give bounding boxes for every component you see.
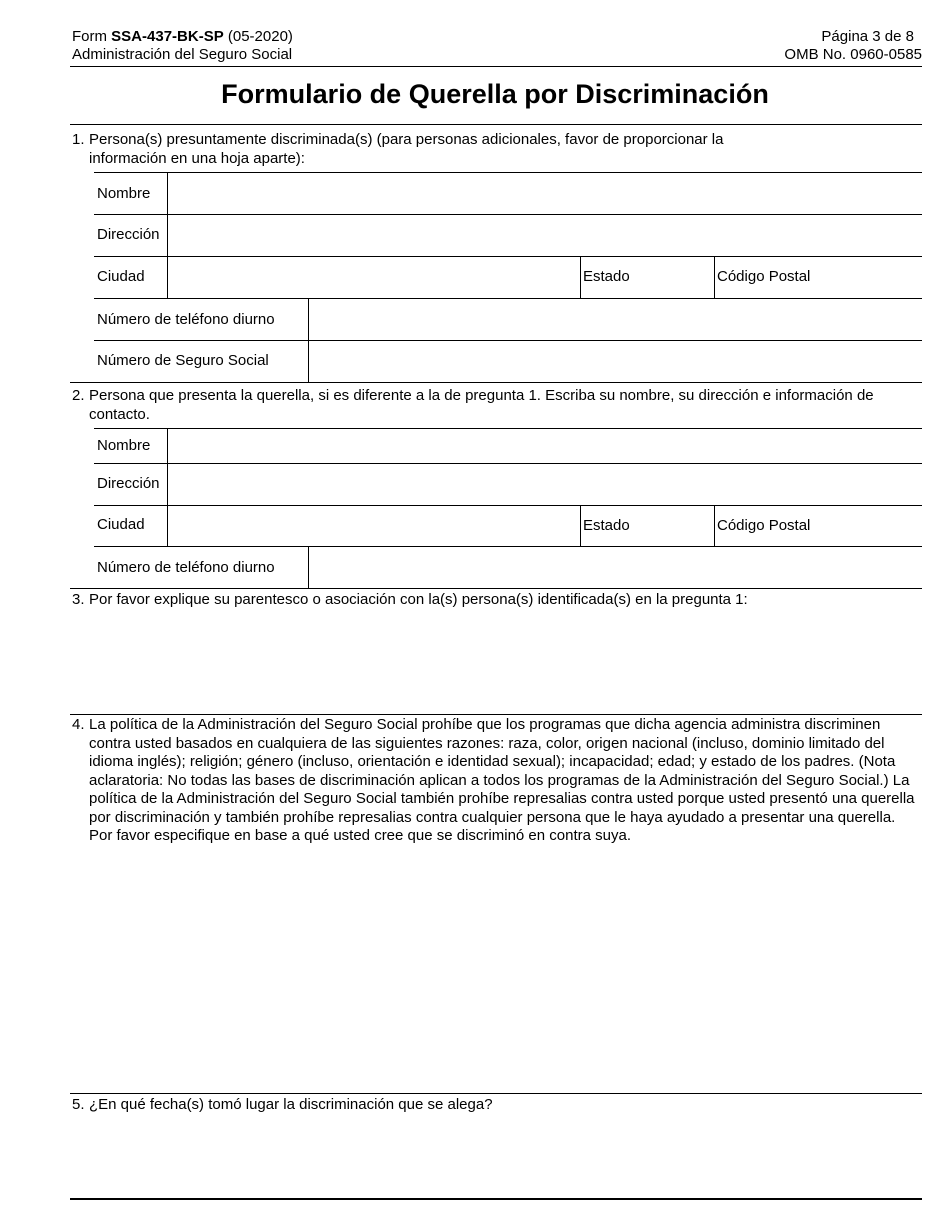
q1-telefono-label: Número de teléfono diurno <box>97 311 275 328</box>
question-1-text: Persona(s) presuntamente discriminada(s) (para personas adicionales, favor de proporcionar la información en una hoja aparte): <box>89 131 724 167</box>
q2-nombre-label: Nombre <box>97 437 151 454</box>
q1-ciudad-field[interactable] <box>168 257 580 298</box>
page-bottom-rule <box>70 1198 922 1200</box>
question-5-text: ¿En qué fecha(s) tomó lugar la discriminación que se alega? <box>89 1096 493 1113</box>
question-5: 5. ¿En qué fecha(s) tomó lugar la discriminación que se alega? <box>72 1096 922 1116</box>
q2-codigo-postal-label: Código Postal <box>717 517 811 534</box>
header-divider <box>70 66 922 67</box>
q1-nombre-field[interactable] <box>168 173 922 214</box>
q4-answer-area[interactable] <box>89 850 922 1090</box>
q2-telefono-field[interactable] <box>309 547 922 588</box>
q1-ssn-label: Número de Seguro Social <box>97 352 269 369</box>
page-number: Página 3 de 8 <box>821 28 914 45</box>
question-2-text: Persona que presenta la querella, si es diferente a la de pregunta 1. Escriba su nombre, su dirección e información de contacto. <box>89 387 874 423</box>
q1-codigo-postal-label: Código Postal <box>717 268 811 285</box>
question-4: 4. La política de la Administración del Seguro Social prohíbe que los programas que dicha agencia administra discriminen contra usted basados en cualquiera de las siguientes razones: raza, color, origen nacional (incluso, dominio limitado del idioma inglés); religión; género (incluso, orientación e identidad sexual); incapacidad; edad; y estado de los padres. (Nota aclaratoria: No todas las bases de discriminación aplican a todos los programas de la Administración del Seguro Social.) La política de la Administración del Seguro Social también prohíbe represalias contra usted porque usted presentó una querella por discriminación y también prohíbe represalias contra cualquier persona que le haya ayudado a presentar una querella. Por favor especifique en base a qué usted cree que se discriminó en contra suya. <box>72 716 922 846</box>
question-1: 1. Persona(s) presuntamente discriminada(s) (para personas adicionales, favor de proporcionar la información en una hoja aparte): <box>72 131 762 171</box>
q2-telefono-label: Número de teléfono diurno <box>97 559 275 576</box>
question-3-text: Por favor explique su parentesco o asociación con la(s) persona(s) identificada(s) en la pregunta 1: <box>89 591 748 608</box>
q1-ssn-field[interactable] <box>309 341 922 382</box>
agency-name: Administración del Seguro Social <box>72 46 293 63</box>
q1-estado-field[interactable] <box>581 257 714 298</box>
q1-telefono-field[interactable] <box>309 299 922 340</box>
form-number: Form SSA-437-BK-SP (05-2020) <box>72 28 293 45</box>
question-2: 2. Persona que presenta la querella, si es diferente a la de pregunta 1. Escriba su nombre, su dirección e información de contacto. <box>72 387 902 427</box>
q1-ciudad-label: Ciudad <box>97 268 145 285</box>
q2-codigo-postal-field[interactable] <box>715 506 922 546</box>
q1-nombre-label: Nombre <box>97 185 151 202</box>
section-divider <box>70 1093 922 1094</box>
q2-ciudad-label: Ciudad <box>97 516 145 533</box>
section-divider <box>70 714 922 715</box>
section-divider <box>70 124 922 125</box>
question-4-text: La política de la Administración del Seguro Social prohíbe que los programas que dicha agencia administra discriminen contra usted basados en cualquiera de las siguientes razones: raza, color, origen nacional (incluso, dominio limitado del idioma inglés); religión; género (incluso, orientación e identidad sexual); incapacidad; edad; y estado de los padres. (Nota aclaratoria: No todas las bases de discriminación aplican a todos los programas de la Administración del Seguro Social.) La política de la Administración del Seguro Social también prohíbe represalias contra usted porque usted presentó una querella por discriminación y también prohíbe represalias contra cualquier persona que le haya ayudado a presentar una querella. Por favor especifique en base a qué usted cree que se discriminó en contra suya. <box>89 716 915 844</box>
form-header-right <box>784 28 922 64</box>
q1-estado-label: Estado <box>583 268 630 285</box>
page-title: Formulario de Querella por Discriminación <box>221 79 769 109</box>
q2-estado-label: Estado <box>583 517 630 534</box>
form-header-left <box>72 28 293 64</box>
q2-nombre-field[interactable] <box>168 429 922 463</box>
section-divider <box>70 588 922 589</box>
q1-direccion-label: Dirección <box>97 226 160 243</box>
q3-answer-area[interactable] <box>89 612 922 712</box>
question-3: 3. Por favor explique su parentesco o asociación con la(s) persona(s) identificada(s) en la pregunta 1: <box>72 591 922 611</box>
omb-number: OMB No. 0960-0585 <box>784 46 922 63</box>
q2-direccion-label: Dirección <box>97 475 160 492</box>
q2-estado-field[interactable] <box>581 506 714 546</box>
q2-direccion-field[interactable] <box>168 464 922 505</box>
section-divider <box>70 382 922 383</box>
q1-codigo-postal-field[interactable] <box>715 257 922 298</box>
q5-answer-area[interactable] <box>89 1117 922 1197</box>
q1-direccion-field[interactable] <box>168 215 922 256</box>
q2-ciudad-field[interactable] <box>168 506 580 546</box>
